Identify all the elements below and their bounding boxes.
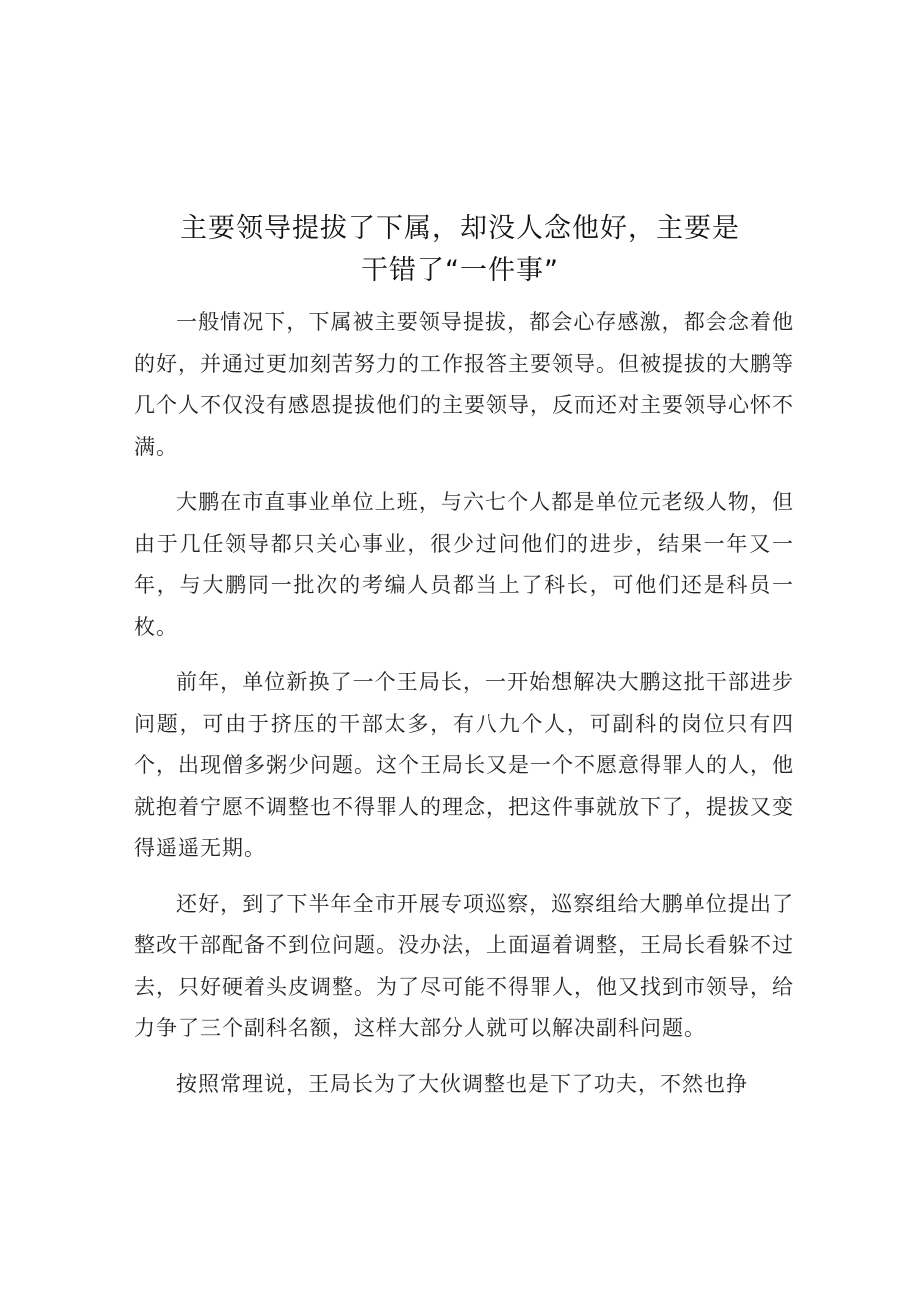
article-title-line-2: 干错了“一件事” — [361, 255, 559, 286]
paragraph-1: 一般情况下，下属被主要领导提拔，都会心存感激，都会念着他的好，并通过更加刻苦努力的工作报答主要领导。但被提拔的大鹏等几个人不仅没有感恩提拔他们的主要领导，反而还对主要领导心怀不满。 — [134, 310, 794, 459]
paragraph-4: 还好，到了下半年全市开展专项巡察，巡察组给大鹏单位提出了整改干部配备不到位问题。没办法，上面逼着调整，王局长看躲不过去，只好硬着头皮调整。为了尽可能不得罪人，他又找到市领导，给力争了三个副科名额，这样大部分人就可以解决副科问题。 — [134, 891, 794, 1040]
paragraph-2: 大鹏在市直事业单位上班，与六七个人都是单位元老级人物，但由于几任领导都只关心事业，很少过问他们的进步，结果一年又一年，与大鹏同一批次的考编人员都当上了科长，可他们还是科员一枚。 — [134, 490, 794, 639]
paragraph-5: 按照常理说，王局长为了大伙调整也是下了功夫，不然也挣 — [176, 1071, 748, 1096]
paragraph-3: 前年，单位新换了一个王局长，一开始想解决大鹏这批干部进步问题，可由于挤压的干部太多，有八九个人，可副科的岗位只有四个，出现僧多粥少问题。这个王局长又是一个不愿意得罪人的人，他就抱着宁愿不调整也不得罪人的理念，把这件事就放下了，提拔又变得遥遥无期。 — [134, 670, 794, 860]
article-body — [134, 302, 794, 1119]
article-title — [120, 208, 800, 292]
article-title-line-1: 主要领导提拔了下属，却没人念他好，主要是 — [180, 213, 740, 244]
